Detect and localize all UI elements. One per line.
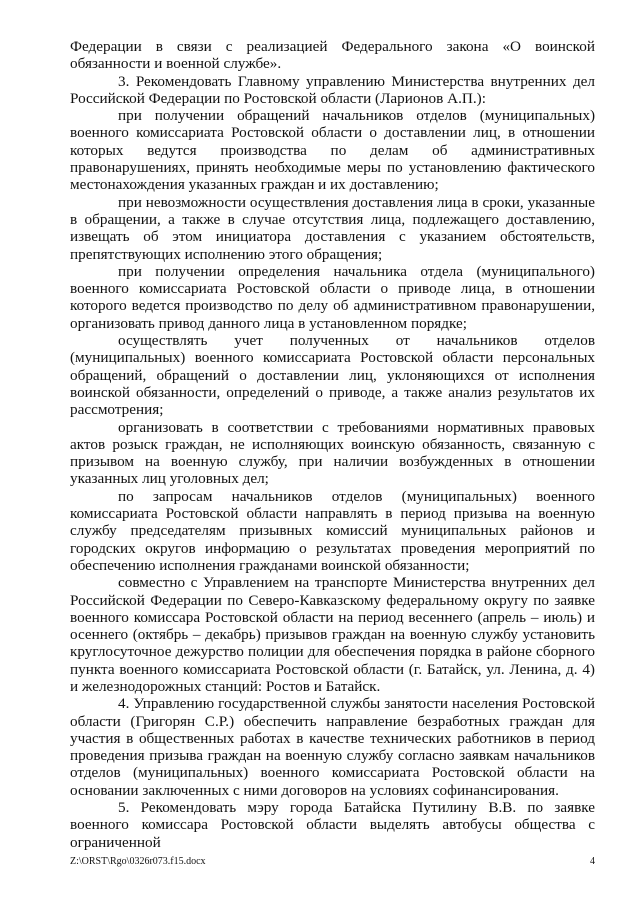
paragraph-accounting: осуществлять учет полученных от начальников отделов (муниципальных) военного комиссариата Ростовской области персональных обращений, обращений о доставлении лиц, уклоняющихся от исполнения воинской обязанности, определений о приводе, а также анализ результатов их рассмотрения; — [70, 332, 595, 419]
paragraph-search-citizens: организовать в соответствии с требованиями нормативных правовых актов розыск граждан, не исполняющих воинскую обязанность, связанную с призывом на военную службу, при наличии возбужденных в отношении указанных лиц уголовных дел; — [70, 418, 595, 488]
paragraph-continuation: Федерации в связи с реализацией Федерального закона «О воинской обязанности и военной службе». — [70, 38, 595, 73]
page-number: 4 — [590, 856, 595, 867]
paragraph-item-5: 5. Рекомендовать мэру города Батайска Путилину В.В. по заявке военного комиссара Ростовской области выделять автобусы общества с ограниченной — [70, 799, 595, 851]
paragraph-forced-appearance: при получении определения начальника отдела (муниципального) военного комиссариата Ростовской области о приводе лица, в отношении которого ведется производство по делу об административном правонарушении, организовать привод данного лица в установленном порядке; — [70, 262, 595, 332]
paragraph-police-duty: совместно с Управлением на транспорте Министерства внутренних дел Российской Федерации по Северо-Кавказскому федеральному округу по заявке военного комиссара Ростовской области на период весеннего (апрель – июль) и осеннего (октябрь – декабрь) призывов граждан на военную службу установить круглосуточное дежурство полиции для обеспечения порядка в районе сборного пункта военного комиссариата Ростовской области (г. Батайск, ул. Ленина, д. 4) и железнодорожных станций: Ростов и Батайск. — [70, 574, 595, 695]
paragraph-delivery-impossible: при невозможности осуществления доставления лица в сроки, указанные в обращении, а также в случае отсутствия лица, подлежащего доставлению, извещать об этом инициатора доставления с указанием обстоятельств, препятствующих исполнению этого обращения; — [70, 193, 595, 263]
paragraph-delivery-requests: при получении обращений начальников отделов (муниципальных) военного комиссариата Ростовской области о доставлении лиц, в отношении которых ведутся производства по делам об административных правонарушениях, принять необходимые меры по установлению фактического местонахождения указанных граждан и их доставлению; — [70, 107, 595, 194]
paragraph-item-4: 4. Управлению государственной службы занятости населения Ростовской области (Григорян С.Р.) обеспечить направление безработных граждан для участия в общественных работах в качестве технических работников в период проведения призыва граждан на военную службу согласно заявкам начальников отделов (муниципальных) военного комиссариата Ростовской области на основании заключенных с ними договоров на условиях софинансирования. — [70, 695, 595, 799]
document-body — [70, 38, 595, 851]
paragraph-information-requests: по запросам начальников отделов (муниципальных) военного комиссариата Ростовской области направлять в период призыва на военную службу председателям призывных комиссий муниципальных районов и городских округов информацию о результатах проведения мероприятий по обеспечению исполнения гражданами воинской обязанности; — [70, 487, 595, 574]
file-path: Z:\ORST\Rgo\0326r073.f15.docx — [70, 856, 206, 867]
paragraph-item-3: 3. Рекомендовать Главному управлению Министерства внутренних дел Российской Федерации по Ростовской области (Ларионов А.П.): — [70, 72, 595, 107]
